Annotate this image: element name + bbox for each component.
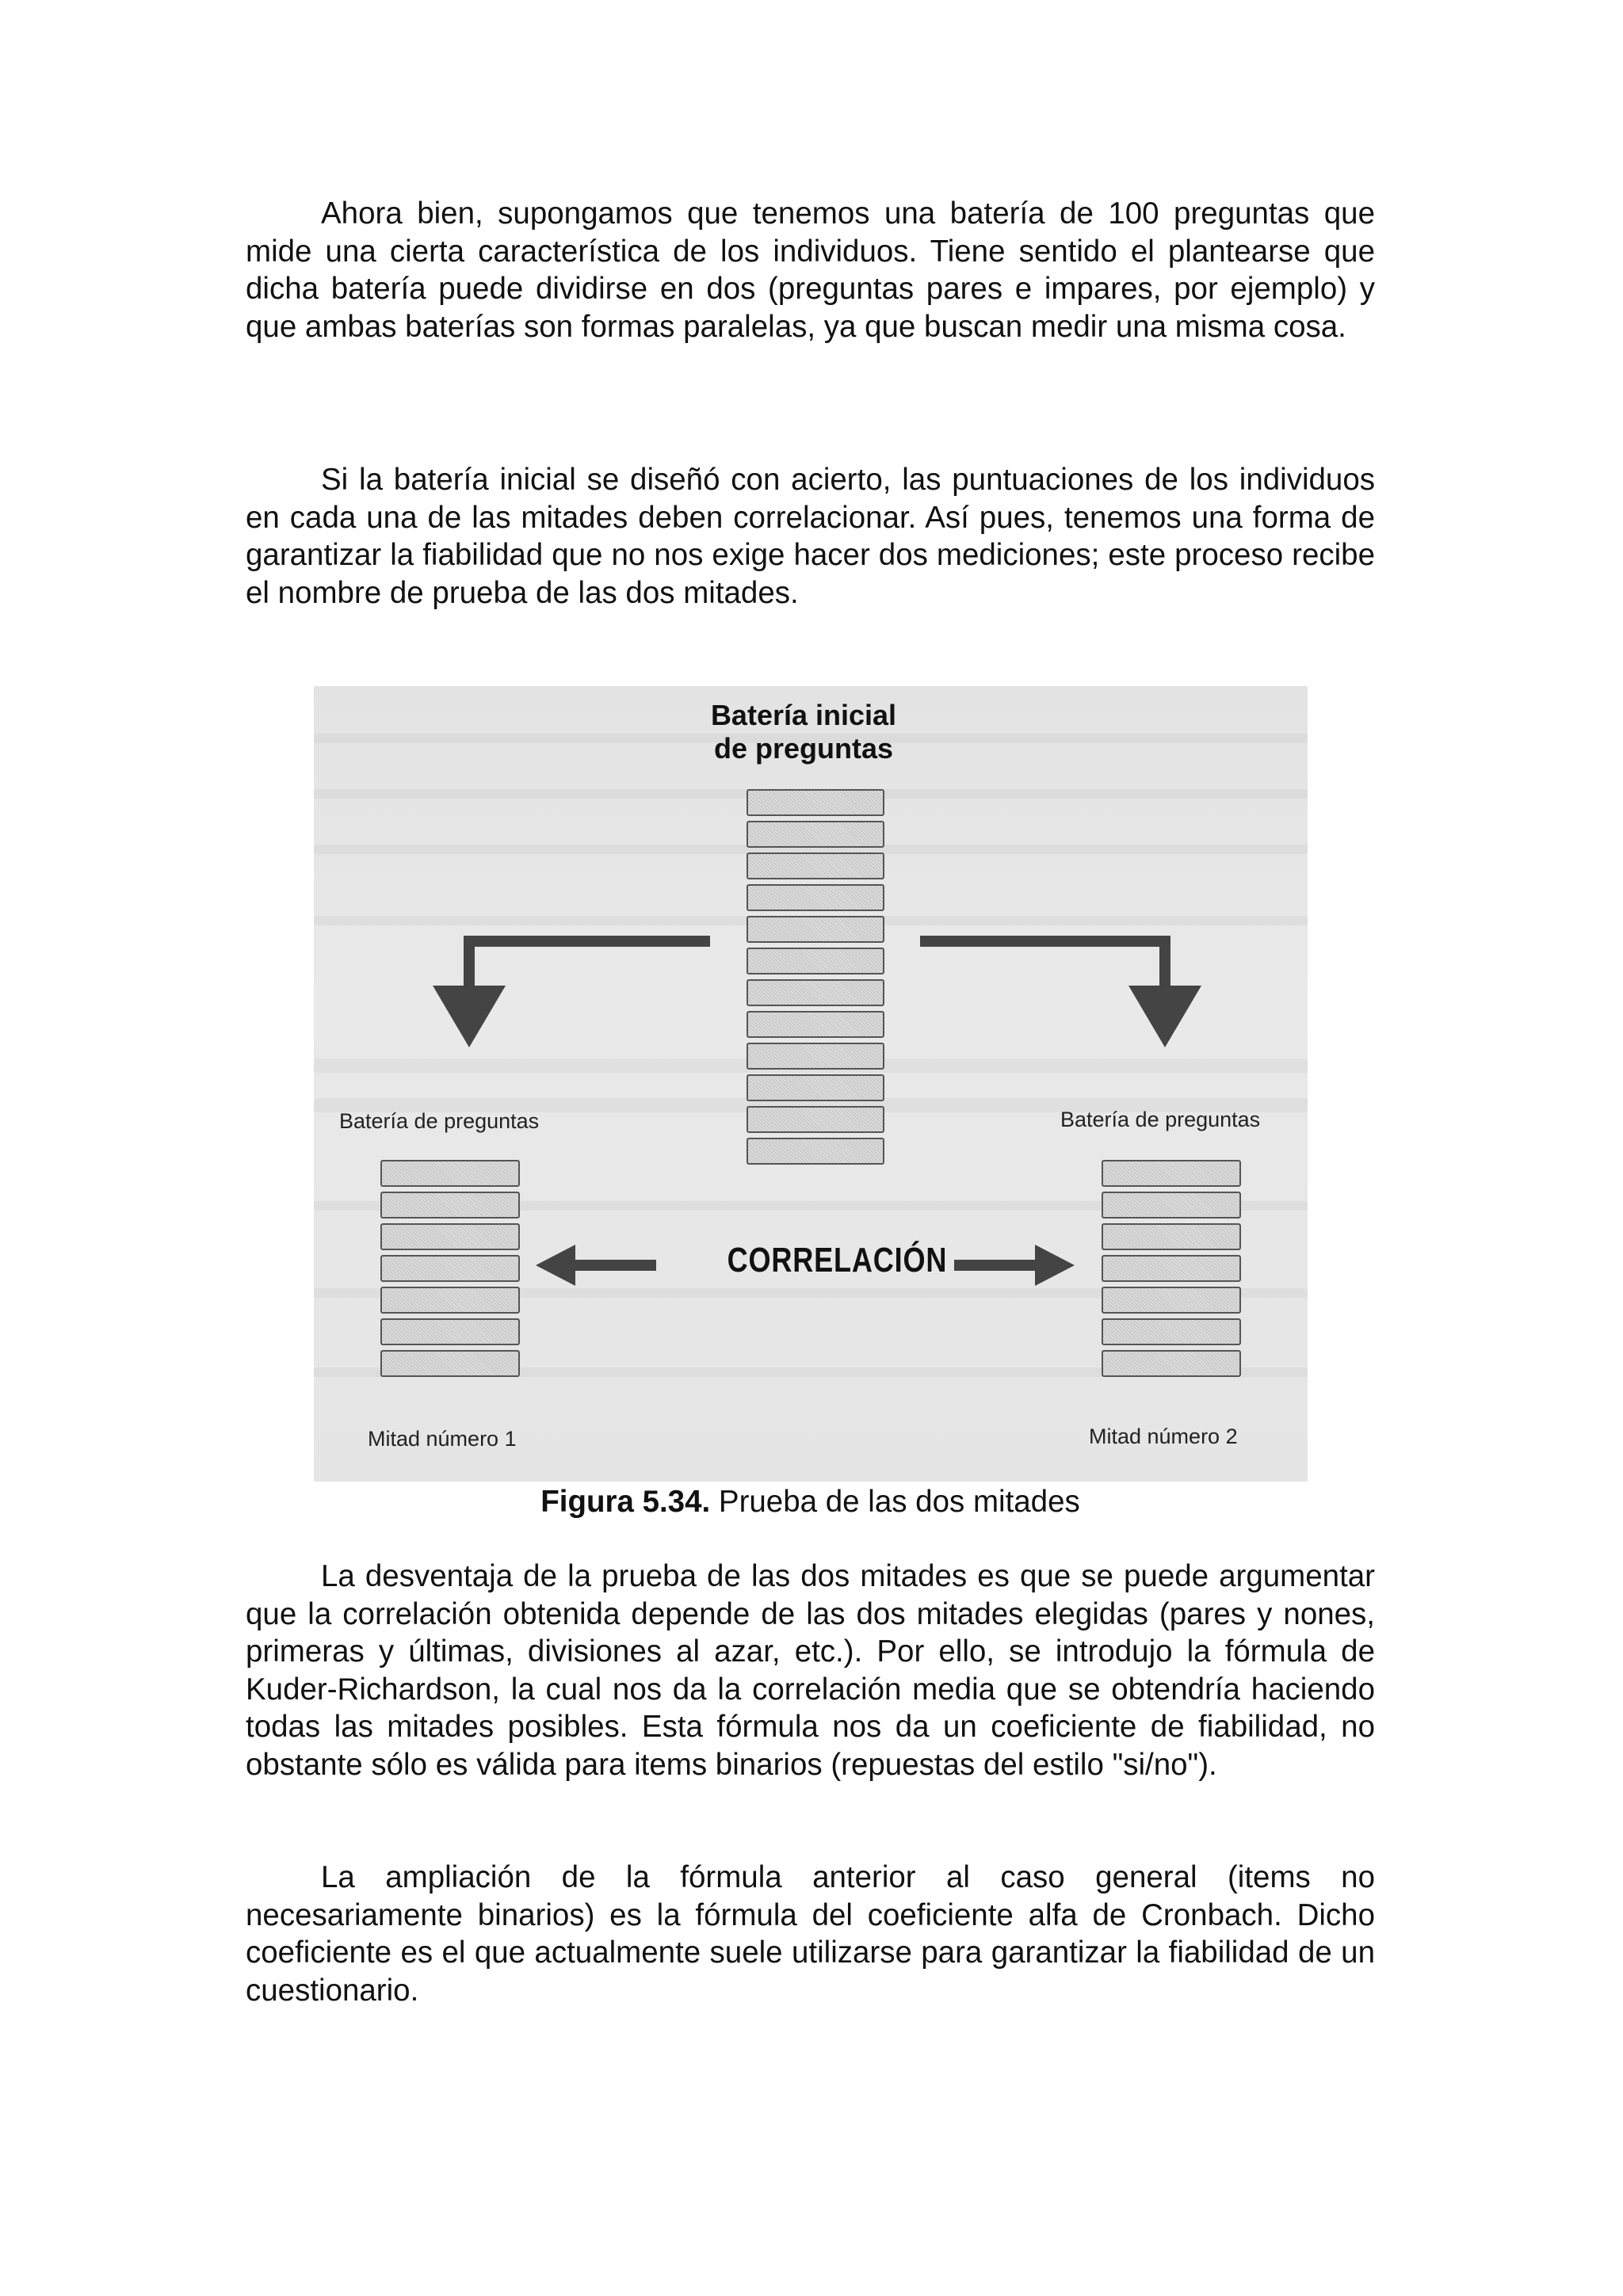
question-block <box>1102 1255 1241 1282</box>
question-block <box>1102 1318 1241 1345</box>
paragraph-3: La desventaja de la prueba de las dos mitades es que se puede argumentar que la correlación obtenida depende de las dos mitades elegidas (pares y nones, primeras y últimas, divisiones al azar, etc.). Por ello, se introdujo la fórmula de Kuder-Richardson, la cual nos da la correlación media que se obtendría haciendo todas las mitades posibles. Esta fórmula nos da un coeficiente de fiabilidad, no obstante sólo es válida para items binarios (repuestas del estilo "si/no"). <box>246 1559 1375 1782</box>
left-battery-label: Batería de preguntas <box>339 1109 540 1133</box>
question-block <box>380 1287 520 1314</box>
question-block <box>380 1223 520 1250</box>
left-elbow-arrowhead <box>433 986 506 1047</box>
split-half-figure <box>314 686 1308 1482</box>
question-block <box>380 1318 520 1345</box>
question-block <box>747 948 884 974</box>
half-2-question-stack <box>1102 1160 1241 1350</box>
paragraph-2: Si la batería inicial se diseñó con acierto, las puntuaciones de los individuos en cada una de las mitades deben correlacionar. Así pues, tenemos una forma de garantizar la fiabilidad que no nos exige hacer dos mediciones; este proceso recibe el nombre de prueba de las dos mitades. <box>246 463 1375 610</box>
question-block <box>747 852 884 879</box>
correlation-left-arrowhead <box>536 1245 575 1286</box>
correlation-right-arrowhead <box>1035 1245 1075 1286</box>
question-block <box>747 1138 884 1165</box>
right-elbow-arrowhead <box>1128 986 1201 1047</box>
question-block <box>747 1011 884 1038</box>
initial-battery-title-line2: de preguntas <box>713 732 894 765</box>
question-block <box>747 1074 884 1101</box>
question-block <box>747 884 884 911</box>
initial-battery-title-line1: Batería inicial <box>710 699 897 731</box>
question-block <box>1102 1223 1241 1250</box>
question-block <box>1102 1192 1241 1219</box>
question-block <box>1102 1160 1241 1187</box>
question-block <box>380 1160 520 1187</box>
paragraph-4: La ampliación de la fórmula anterior al caso general (items no necesariamente binarios) es la fórmula del coeficiente alfa de Cronbach. Dicho coeficiente es el que actualmente suele utilizarse para garantizar la fiabilidad de un cuestionario. <box>246 1860 1375 2008</box>
right-elbow-arrow <box>920 941 1165 1003</box>
initial-question-stack <box>747 789 884 1036</box>
initial-battery-title <box>661 699 946 765</box>
half-1-question-stack <box>380 1160 520 1350</box>
question-block <box>747 789 884 816</box>
question-block <box>747 1043 884 1070</box>
figure-caption <box>246 1483 1375 1521</box>
question-block <box>380 1255 520 1282</box>
question-block <box>1102 1350 1241 1377</box>
half-2-label: Mitad número 2 <box>1089 1425 1238 1448</box>
question-block <box>747 916 884 943</box>
question-block <box>380 1350 520 1377</box>
question-block <box>380 1192 520 1219</box>
figure-caption-label: Figura 5.34. <box>540 1485 711 1519</box>
figure-caption-text: Prueba de las dos mitades <box>710 1485 1080 1519</box>
paragraph-1: Ahora bien, supongamos que tenemos una batería de 100 preguntas que mide una cierta característica de los individuos. Tiene sentido el plantearse que dicha batería puede dividirse en dos (preguntas pares e impares, por ejemplo) y que ambas baterías son formas paralelas, ya que buscan medir una misma cosa. <box>246 196 1375 344</box>
question-block <box>1102 1287 1241 1314</box>
question-block <box>747 1106 884 1133</box>
half-1-label: Mitad número 1 <box>368 1427 517 1451</box>
correlation-label: CORRELACIÓN <box>727 1241 948 1280</box>
left-elbow-arrow <box>469 941 710 1003</box>
right-battery-label: Batería de preguntas <box>1060 1108 1261 1131</box>
question-block <box>747 821 884 848</box>
question-block <box>747 979 884 1006</box>
